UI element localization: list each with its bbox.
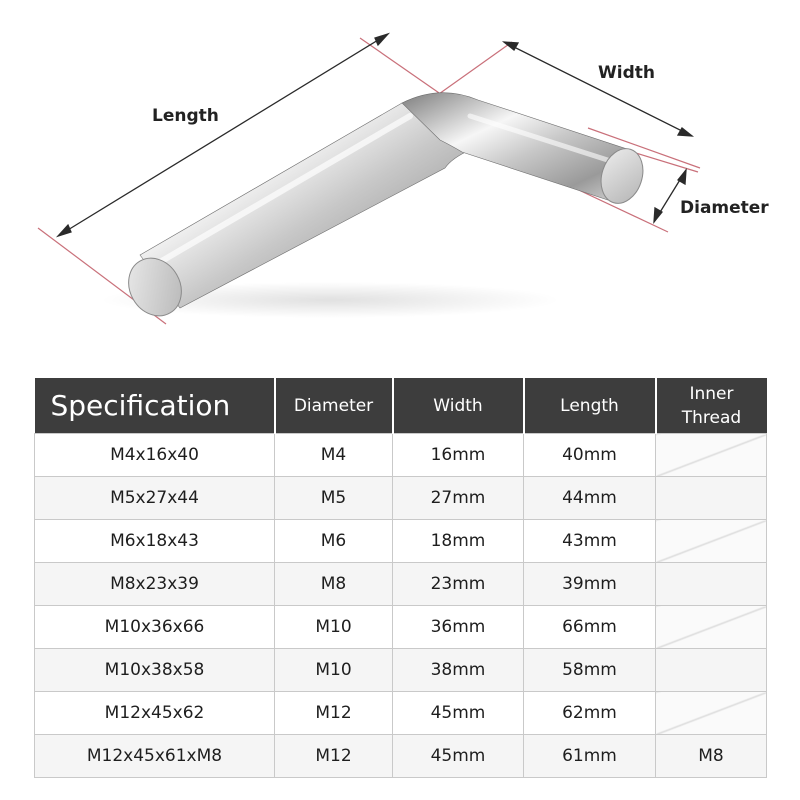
cell-specification: M10x38x58 — [35, 649, 275, 692]
cell-diameter: M5 — [275, 477, 393, 520]
cell-width: 18mm — [393, 520, 524, 563]
cell-width: 16mm — [393, 434, 524, 477]
cell-diameter: M8 — [275, 563, 393, 606]
length-label: Length — [152, 106, 219, 126]
cell-specification: M6x18x43 — [35, 520, 275, 563]
cell-specification: M5x27x44 — [35, 477, 275, 520]
cell-diameter: M6 — [275, 520, 393, 563]
header-length: Length — [524, 378, 656, 434]
cell-specification: M10x36x66 — [35, 606, 275, 649]
cell-specification: M8x23x39 — [35, 563, 275, 606]
table-row — [35, 477, 767, 520]
pin-long-leg — [140, 97, 470, 308]
cell-specification: M12x45x62 — [35, 692, 275, 735]
table-row — [35, 606, 767, 649]
cell-inner-thread — [656, 520, 767, 563]
header-inner-thread-text: Inner Thread — [681, 383, 742, 428]
header-diameter: Diameter — [275, 378, 393, 434]
cell-diameter: M12 — [275, 735, 393, 778]
specification-table — [34, 378, 767, 778]
header-width: Width — [393, 378, 524, 434]
table-row — [35, 520, 767, 563]
product-diagram — [0, 0, 800, 370]
table-row — [35, 563, 767, 606]
cell-length: 61mm — [524, 735, 656, 778]
cell-width: 45mm — [393, 735, 524, 778]
cell-specification: M12x45x61xM8 — [35, 735, 275, 778]
cell-inner-thread — [656, 563, 767, 606]
table-header-row — [35, 378, 767, 434]
cell-width: 23mm — [393, 563, 524, 606]
cell-width: 36mm — [393, 606, 524, 649]
cell-diameter: M4 — [275, 434, 393, 477]
diameter-label: Diameter — [680, 198, 769, 218]
cell-length: 39mm — [524, 563, 656, 606]
table-row — [35, 692, 767, 735]
cell-length: 58mm — [524, 649, 656, 692]
header-specification: Specification — [35, 378, 275, 434]
cell-length: 44mm — [524, 477, 656, 520]
cell-inner-thread — [656, 692, 767, 735]
cell-inner-thread — [656, 434, 767, 477]
cell-diameter: M12 — [275, 692, 393, 735]
l-pin-illustration — [0, 0, 800, 370]
cell-diameter: M10 — [275, 649, 393, 692]
table-row — [35, 649, 767, 692]
cell-specification: M4x16x40 — [35, 434, 275, 477]
cell-inner-thread: M8 — [656, 735, 767, 778]
cell-length: 66mm — [524, 606, 656, 649]
width-label: Width — [598, 63, 655, 83]
cell-length: 40mm — [524, 434, 656, 477]
cell-inner-thread — [656, 477, 767, 520]
table-row — [35, 735, 767, 778]
cell-width: 45mm — [393, 692, 524, 735]
cell-inner-thread — [656, 606, 767, 649]
header-inner-thread — [656, 378, 767, 434]
cell-length: 43mm — [524, 520, 656, 563]
table-row — [35, 434, 767, 477]
cell-width: 38mm — [393, 649, 524, 692]
cell-inner-thread — [656, 649, 767, 692]
cell-length: 62mm — [524, 692, 656, 735]
cell-width: 27mm — [393, 477, 524, 520]
cell-diameter: M10 — [275, 606, 393, 649]
